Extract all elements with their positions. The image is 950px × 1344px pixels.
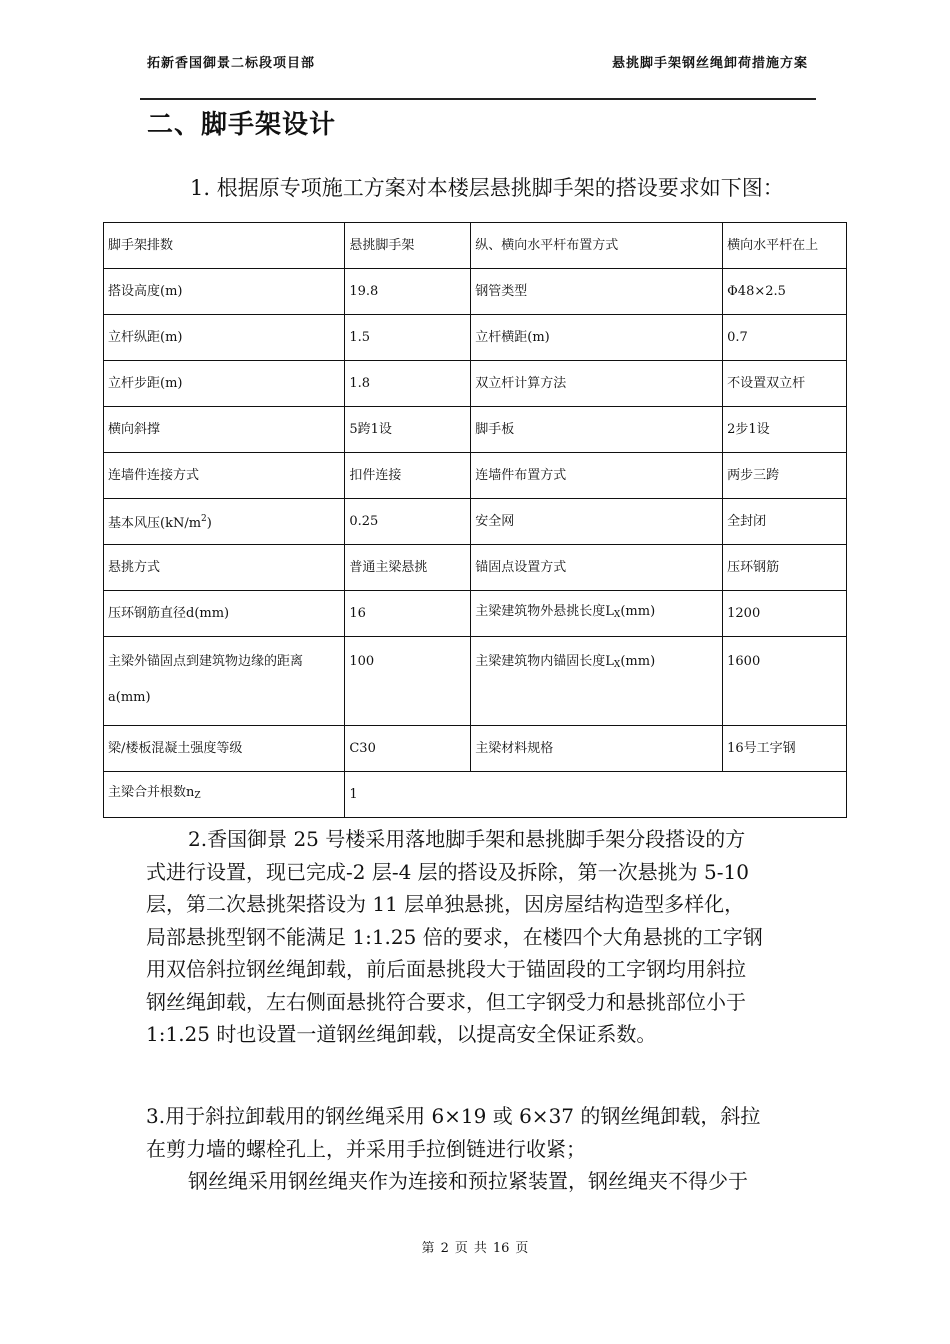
current-page: 2 [440,1241,449,1256]
text-line: 用双倍斜拉钢丝绳卸载，前后面悬挑段大于锚固段的工字钢均用斜拉 [146,957,746,981]
footer-word: 第 [421,1241,435,1256]
table-cell: 1.8 [345,361,471,407]
table-cell: Φ48×2.5 [723,269,847,315]
table-cell: 立杆横距(m) [471,315,723,361]
table-cell: 1 [345,772,847,818]
table-cell: 立杆步距(m) [104,361,345,407]
subscript: X [613,660,621,670]
table-row [104,361,847,407]
table-cell: 全封闭 [723,499,847,545]
text-line: 层，第二次悬挑架搭设为 11 层单独悬挑，因房屋结构造型多样化， [146,892,745,916]
paren-close: ) [206,516,212,531]
table-cell: 双立杆计算方法 [471,361,723,407]
table-cell: 16 [345,591,471,637]
table-row [104,407,847,453]
anchor-distance-label: 主梁外锚固点到建筑物边缘的距离 [108,654,304,669]
text-line: 在剪力墙的螺栓孔上，并采用手拉倒链进行收紧； [146,1136,586,1161]
table-cell [471,591,723,637]
table-row [104,726,847,772]
table-cell [104,499,345,545]
table-row [104,545,847,591]
table-cell: 纵、横向水平杆布置方式 [471,223,723,269]
table-row [104,315,847,361]
text-line: 局部悬挑型钢不能满足 1:1.25 倍的要求，在楼四个大角悬挑的工字钢 [146,924,763,949]
table-cell: 钢管类型 [471,269,723,315]
table-row [104,637,847,726]
footer-word: 页 [515,1241,529,1256]
table-cell: 两步三跨 [723,453,847,499]
table-cell: C30 [345,726,471,772]
unit: (mm) [620,654,656,669]
beam-count-label: 主梁合并根数n [108,785,195,800]
table-cell: 连墙件布置方式 [471,453,723,499]
table-cell: 主梁材料规格 [471,726,723,772]
text-line: 钢丝绳采用钢丝绳夹作为连接和预拉紧装置，钢丝绳夹不得少于 [188,1169,748,1193]
header-document-title: 悬挑脚手架钢丝绳卸荷措施方案 [611,56,808,71]
superscript: 2 [201,514,207,524]
table-cell [104,637,345,726]
table-row [104,772,847,818]
table-cell: 锚固点设置方式 [471,545,723,591]
paragraph-4 [146,1165,808,1198]
table-cell: 1.5 [345,315,471,361]
table-cell: 5跨1设 [345,407,471,453]
table-row [104,499,847,545]
table-cell: 普通主梁悬挑 [345,545,471,591]
total-pages: 16 [492,1241,510,1256]
table-cell: 19.8 [345,269,471,315]
table-cell: 100 [345,637,471,726]
inner-anchor-label: 主梁建筑物内锚固长度L [475,654,614,669]
table-cell: 1600 [723,637,847,726]
table-cell: 扣件连接 [345,453,471,499]
text-line: 钢丝绳卸载，左右侧面悬挑符合要求，但工字钢受力和悬挑部位小于 [146,989,746,1014]
table-cell: 16号工字钢 [723,726,847,772]
text-line: 3.用于斜拉卸载用的钢丝绳采用 6×19 或 6×37 的钢丝绳卸载，斜拉 [146,1104,761,1128]
footer-word: 页 [454,1241,468,1256]
table-cell: 脚手架排数 [104,223,345,269]
table-cell: 搭设高度(m) [104,269,345,315]
subscript: Z [194,791,201,801]
footer-word: 共 [473,1241,487,1256]
unit: (mm) [620,604,656,619]
subscript: X [613,610,621,620]
table-row [104,269,847,315]
table-cell: 不设置双立杆 [723,361,847,407]
table-row [104,453,847,499]
table-row [104,223,847,269]
unit: a(mm) [108,690,151,705]
table-cell: 横向水平杆在上 [723,223,847,269]
page-number-footer [0,1237,950,1256]
text-line: 2.香国御景 25 号楼采用落地脚手架和悬挑脚手架分段搭设的方 [188,827,746,851]
table-cell: 安全网 [471,499,723,545]
section-title: 二、脚手架设计 [147,110,337,140]
table-cell: 压环钢筋直径d(mm) [104,591,345,637]
table-cell: 压环钢筋 [723,545,847,591]
table-cell: 脚手板 [471,407,723,453]
text-line: 1:1.25 时也设置一道钢丝绳卸载，以提高安全保证系数。 [146,1022,657,1046]
table-cell: 1200 [723,591,847,637]
table-cell [471,637,723,726]
table-cell: 2步1设 [723,407,847,453]
paragraph-2 [146,823,808,1051]
scaffold-parameter-table [103,222,847,818]
wind-pressure-label: 基本风压(kN/m [108,516,202,531]
table-cell: 悬挑脚手架 [345,223,471,269]
outer-cantilever-label: 主梁建筑物外悬挑长度L [475,604,614,619]
header-project-name: 拓新香国御景二标段项目部 [147,56,316,71]
text-line: 式进行设置，现已完成-2 层-4 层的搭设及拆除，第一次悬挑为 5-10 [146,859,749,884]
header-divider [140,98,816,100]
table-cell [104,772,345,818]
table-cell: 悬挑方式 [104,545,345,591]
table-cell: 0.25 [345,499,471,545]
table-cell: 立杆纵距(m) [104,315,345,361]
paragraph-3 [146,1100,808,1165]
intro-text: 1. 根据原专项施工方案对本楼层悬挑脚手架的搭设要求如下图： [190,176,784,200]
table-cell: 连墙件连接方式 [104,453,345,499]
table-cell: 横向斜撑 [104,407,345,453]
table-cell: 梁/楼板混凝土强度等级 [104,726,345,772]
table-cell: 0.7 [723,315,847,361]
table-row [104,591,847,637]
